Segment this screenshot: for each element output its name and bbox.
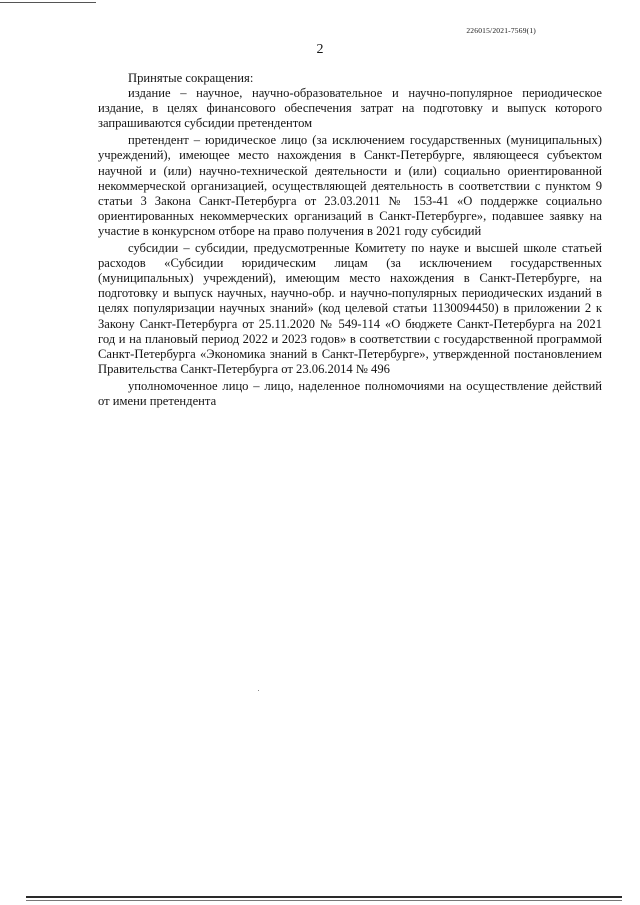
scan-edge-mark (0, 2, 96, 3)
page-bottom-edge (26, 896, 622, 898)
page-number: 2 (316, 42, 324, 57)
definition-izdanie: издание – научное, научно-образовательное и научно-популярное периодическое издание, в целях финансового обеспечения затрат на подготовку и выпуск которого запрашиваются субсидии претендентом (98, 86, 602, 131)
definition-pretendent: претендент – юридическое лицо (за исключением государственных (муниципальных) учреждений), имеющее место нахождения в Санкт-Петербурге, являющееся субъектом научной и (или) научно-технической деятельности и (или) социально ориентированной некоммерческой организацией, осуществляющей деятельность в соответствии с пунктом 9 статьи 3 Закона Санкт-Петербурга от 23.03.2011 № 153-41 «О поддержке социально ориентированных некоммерческих организаций в Санкт-Петербурге», подавшее заявку на участие в конкурсном отборе на право получения в 2021 году субсидий (98, 133, 602, 238)
definition-subsidii: субсидии – субсидии, предусмотренные Комитету по науке и высшей школе статьей расходов «Субсидии юридическим лицам (за исключением государственных (муниципальных) учреждений), имеющим место нахождения в Санкт-Петербурге, на подготовку и выпуск научных, научно-обр. и научно-популярных периодических изданий в целях популяризации научных знаний» (код целевой статьи 1130094450) в приложении 2 к Закону Санкт-Петербурга от 25.11.2020 № 549-114 «О бюджете Санкт-Петербурга на 2021 год и на плановый период 2022 и 2023 годов» в соответствии с государственной программой Санкт-Петербурга «Экономика знаний в Санкт-Петербурге», утвержденной постановлением Правительства Санкт-Петербурга от 23.06.2014 № 496 (98, 241, 602, 376)
abbreviations-heading: Принятые сокращения: (128, 71, 254, 85)
document-body (98, 71, 602, 411)
definition-upolnomochennoe-litso: уполномоченное лицо – лицо, наделенное полномочиями на осуществление действий от имени претендента (98, 378, 602, 408)
document-reference-number: 226015/2021-7569(1) (466, 26, 536, 35)
page-bottom-edge-shadow (26, 900, 622, 901)
scan-speck (258, 690, 259, 691)
